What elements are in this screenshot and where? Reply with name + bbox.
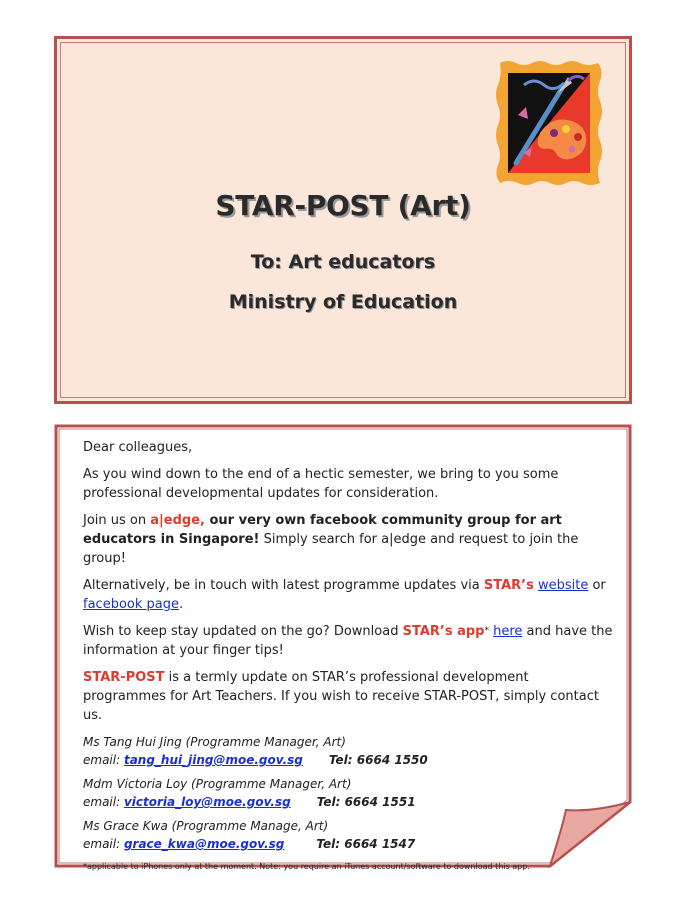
- header-card: [54, 36, 632, 404]
- app-paragraph: [83, 622, 613, 660]
- email-label: email:: [83, 837, 124, 851]
- app-suffix: and have the information at your finger tips!: [83, 624, 613, 658]
- contact-email-line: [83, 835, 613, 853]
- contact-name: Ms Grace Kwa (Programme Manage, Art): [83, 819, 329, 833]
- facebook-page-link[interactable]: facebook page: [83, 597, 179, 612]
- join-suffix: Simply search for a|edge and request to join the group!: [83, 532, 579, 566]
- page-title: STAR-POST (Art): [215, 189, 471, 222]
- group-description: our very own facebook community group for art educators in Singapore!: [83, 513, 562, 547]
- contact-block: [83, 817, 613, 853]
- footnote: *applicable to iPhones only at the moment. Note: you require an iTunes account/software to download this app.: [83, 862, 530, 871]
- contact-name: Ms Tang Hui Jing (Programme Manager, Art): [83, 735, 346, 749]
- art-palette-icon: [494, 59, 604, 187]
- app-name: STAR’s app: [402, 624, 485, 639]
- email-link[interactable]: tang_hui_jing@moe.gov.sg: [123, 753, 303, 767]
- recipient-line: To: Art educators: [250, 251, 436, 273]
- contact-block: [83, 775, 613, 811]
- email-link[interactable]: victoria_loy@moe.gov.sg: [123, 795, 291, 809]
- telephone: Tel: 6664 1550: [328, 753, 428, 767]
- email-link[interactable]: grace_kwa@moe.gov.sg: [123, 837, 285, 851]
- join-paragraph: [83, 511, 613, 568]
- here-link[interactable]: here: [493, 624, 523, 639]
- join-prefix: Join us on: [83, 513, 151, 528]
- app-prefix: Wish to keep stay updated on the go? Download: [83, 624, 403, 639]
- greeting: Dear colleagues,: [83, 440, 193, 455]
- body-card: [54, 424, 632, 871]
- asterisk: *: [484, 626, 489, 636]
- starpost-description: is a termly update on STAR’s professional development programmes for Art Teachers. If you wish to receive STAR-POST, simply contact us.: [83, 670, 599, 723]
- organisation-line: Ministry of Education: [228, 291, 458, 313]
- letter-content: [83, 438, 613, 872]
- alternative-prefix: Alternatively, be in touch with latest programme updates via: [83, 578, 484, 593]
- group-name: a|edge,: [150, 513, 205, 528]
- contact-name: Mdm Victoria Loy (Programme Manager, Art): [83, 777, 352, 791]
- telephone: Tel: 6664 1551: [316, 795, 416, 809]
- telephone: Tel: 6664 1547: [316, 837, 416, 851]
- starpost-paragraph: [83, 668, 613, 725]
- contact-block: [83, 733, 613, 769]
- alternative-paragraph: [83, 576, 613, 614]
- period: .: [178, 597, 184, 612]
- contact-email-line: [83, 793, 613, 811]
- starpost-name: STAR-POST: [83, 670, 165, 685]
- star-label: STAR’s: [483, 578, 534, 593]
- contact-email-line: [83, 751, 613, 769]
- intro-paragraph: As you wind down to the end of a hectic semester, we bring to you some professional developmental updates for consideration.: [83, 467, 559, 501]
- email-label: email:: [83, 753, 124, 767]
- or-text: or: [588, 578, 606, 593]
- website-link[interactable]: website: [537, 578, 589, 593]
- email-label: email:: [83, 795, 124, 809]
